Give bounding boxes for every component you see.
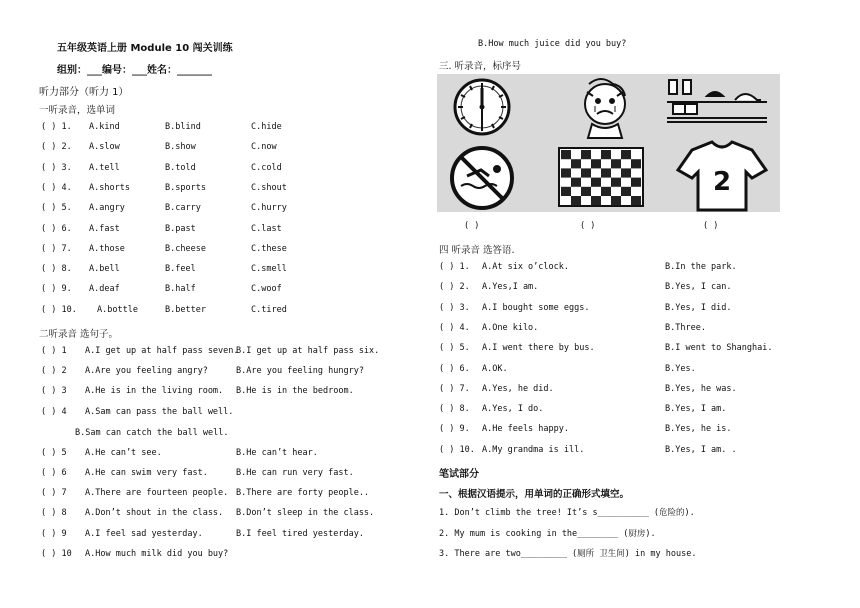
section4-item-number: ( ) 7. [439, 383, 470, 394]
section4-option-b: B.Three. [665, 322, 706, 333]
section2-option-a: A.There are fourteen people. [85, 488, 229, 499]
section2-option-a: A.Don’t shout in the class. [85, 508, 224, 519]
tshirt-icon [678, 142, 766, 210]
section1-option-c: C.these [251, 243, 287, 254]
section1-item-number: ( ) 5. [41, 203, 72, 214]
picture-blank-1: ( ) [464, 221, 480, 231]
section1-option-a: A.kind [89, 122, 120, 132]
section1-option-a: A.shorts [89, 182, 130, 193]
section4-option-b: B.Yes, I can. [665, 282, 732, 293]
section2-item-number: ( ) 1 [41, 346, 67, 356]
section1-item-number: ( ) 10. [41, 304, 77, 315]
section1-option-a: A.bottle [97, 304, 138, 315]
section4-item-number: ( ) 9. [439, 424, 470, 435]
section1-option-a: A.slow [89, 142, 120, 153]
section2-item-number: ( ) 3 [41, 386, 67, 397]
section1-item-number: ( ) 9. [41, 284, 72, 295]
section1-option-c: C.woof [251, 284, 282, 295]
section4-option-a: A.He feels happy. [482, 424, 569, 435]
chessboard-icon [559, 148, 643, 206]
section1-option-c: C.shout [251, 182, 287, 193]
section2-option-b: B.He can’t hear. [236, 447, 318, 458]
section4-title: 四 听录音 选答语. [439, 245, 515, 256]
student-info-line: 组别：___编号：___姓名：_______ [57, 65, 212, 76]
written-heading: 笔试部分 [439, 469, 479, 480]
section1-option-b: B.blind [165, 122, 201, 132]
section4-option-a: A.One kilo. [482, 322, 539, 333]
section2-option-b: B.Are you feeling hungry? [236, 366, 364, 377]
section2-item-number: ( ) 4 [41, 406, 67, 417]
section1-item-number: ( ) 6. [41, 223, 72, 234]
section2-option-b: B.Sam can catch the ball well. [75, 427, 229, 438]
section2-item-number: ( ) 5 [41, 447, 67, 458]
section1-option-c: C.hide [251, 122, 282, 132]
section2-option-a: A.Sam can pass the ball well. [85, 406, 234, 417]
section1-item-number: ( ) 4. [41, 182, 72, 193]
fill-blank-item: 1. Don’t climb the tree! It’s s__________ (危险的). [439, 508, 695, 518]
section4-option-a: A.Yes, I do. [482, 404, 544, 415]
section4-item-number: ( ) 6. [439, 363, 470, 374]
written-section1-title: 一、根据汉语提示，用单词的正确形式填空。 [439, 489, 630, 500]
section1-item-number: ( ) 7. [41, 243, 72, 254]
section1-option-a: A.angry [89, 203, 125, 214]
section4-item-number: ( ) 10. [439, 444, 475, 455]
section2-item-number: ( ) 7 [41, 488, 67, 499]
section2-item-number: ( ) 6 [41, 468, 67, 478]
section2-option-b: B.I feel tired yesterday. [236, 528, 364, 539]
section1-option-a: A.deaf [89, 284, 120, 295]
section1-option-a: A.tell [89, 162, 120, 173]
kitchen-icon [667, 80, 767, 122]
section4-item-number: ( ) 1. [439, 262, 470, 272]
section1-option-b: B.cheese [165, 243, 206, 254]
picture-blank-2: ( ) [580, 221, 596, 231]
section2-option-b: B.He can run very fast. [236, 468, 354, 478]
section4-option-b: B.In the park. [665, 262, 737, 272]
section2-item-number: ( ) 8 [41, 508, 67, 519]
section4-option-b: B.Yes, he was. [665, 383, 737, 394]
section1-option-b: B.carry [165, 203, 201, 214]
section1-option-a: A.bell [89, 264, 120, 275]
section2-option-b: B.He is in the bedroom. [236, 386, 354, 397]
section1-item-number: ( ) 3. [41, 162, 72, 173]
tshirt-number: 2 [712, 167, 732, 197]
section2-option-a: A.I get up at half pass seven. [85, 346, 239, 356]
section1-option-c: C.now [251, 142, 277, 153]
section1-item-number: ( ) 2. [41, 142, 72, 153]
section4-item-number: ( ) 2. [439, 282, 470, 293]
picture-blank-3: ( ) [703, 221, 719, 231]
listening-heading: 听力部分（听力 1） [39, 87, 129, 98]
section1-option-b: B.sports [165, 182, 206, 193]
section2-item-number: ( ) 9 [41, 528, 67, 539]
section2-title: 二听录音 选句子。 [39, 329, 119, 340]
section4-option-a: A.I bought some eggs. [482, 302, 590, 313]
section2-option-a: A.He can swim very fast. [85, 468, 208, 478]
no-swimming-sign-icon [452, 148, 512, 208]
section1-option-c: C.cold [251, 162, 282, 173]
clock-icon [455, 80, 509, 134]
section1-option-b: B.told [165, 162, 196, 173]
section2-option-a: A.How much milk did you buy? [85, 548, 229, 559]
section4-option-b: B.Yes. [665, 363, 696, 374]
section1-option-a: A.fast [89, 223, 120, 234]
upset-boy-icon [585, 79, 625, 138]
section1-option-c: C.tired [251, 304, 287, 315]
section4-item-number: ( ) 4. [439, 322, 470, 333]
section4-option-a: A.My grandma is ill. [482, 444, 585, 455]
section1-item-number: ( ) 8. [41, 264, 72, 275]
section4-item-number: ( ) 8. [439, 404, 470, 415]
section1-item-number: ( ) 1. [41, 122, 72, 132]
section4-option-a: A.Yes, he did. [482, 383, 554, 394]
section4-option-b: B.Yes, I did. [665, 302, 732, 313]
section4-option-b: B.Yes, I am. [665, 404, 727, 415]
fill-blank-item: 3. There are two_________ (厕所 卫生间) in my house. [439, 549, 697, 559]
section2-option-a: A.He is in the living room. [85, 386, 224, 397]
section4-option-b: B.Yes, he is. [665, 424, 732, 435]
page-title: 五年级英语上册 Module 10 闯关训练 [57, 43, 233, 54]
section4-option-a: A.Yes,I am. [482, 282, 539, 293]
picture-panel [437, 74, 780, 212]
section2-option-a: A.I feel sad yesterday. [85, 528, 203, 539]
section1-option-b: B.feel [165, 264, 196, 275]
section2-option-b: B.I get up at half pass six. [236, 346, 380, 356]
section4-item-number: ( ) 3. [439, 302, 470, 313]
section4-option-a: A.OK. [482, 363, 508, 374]
section4-option-a: A.At six o’clock. [482, 262, 569, 272]
section2-item-number: ( ) 2 [41, 366, 67, 377]
section4-option-b: B.Yes, I am. . [665, 444, 737, 455]
section2-option-a: A.He can’t see. [85, 447, 162, 458]
section2-option-b: B.There are forty people.. [236, 488, 370, 499]
section1-option-b: B.half [165, 284, 196, 295]
section2-q10-option-b: B.How much juice did you buy? [478, 39, 627, 49]
section2-option-b: B.Don’t sleep in the class. [236, 508, 375, 519]
section1-option-c: C.hurry [251, 203, 287, 214]
section2-item-number: ( ) 10 [41, 548, 72, 559]
section2-option-a: A.Are you feeling angry? [85, 366, 208, 377]
section1-option-a: A.those [89, 243, 125, 254]
section3-title: 三. 听录音，标序号 [439, 61, 522, 72]
fill-blank-item: 2. My mum is cooking in the________ (厨房). [439, 528, 656, 539]
section1-option-c: C.last [251, 223, 282, 234]
section1-option-b: B.better [165, 304, 206, 315]
section1-option-c: C.smell [251, 264, 287, 275]
section1-title: 一听录音，选单词 [39, 105, 116, 116]
section1-option-b: B.show [165, 142, 196, 153]
section1-option-b: B.past [165, 223, 196, 234]
section4-option-a: A.I went there by bus. [482, 343, 595, 354]
section4-option-b: B.I went to Shanghai. [665, 343, 773, 354]
section4-item-number: ( ) 5. [439, 343, 470, 354]
